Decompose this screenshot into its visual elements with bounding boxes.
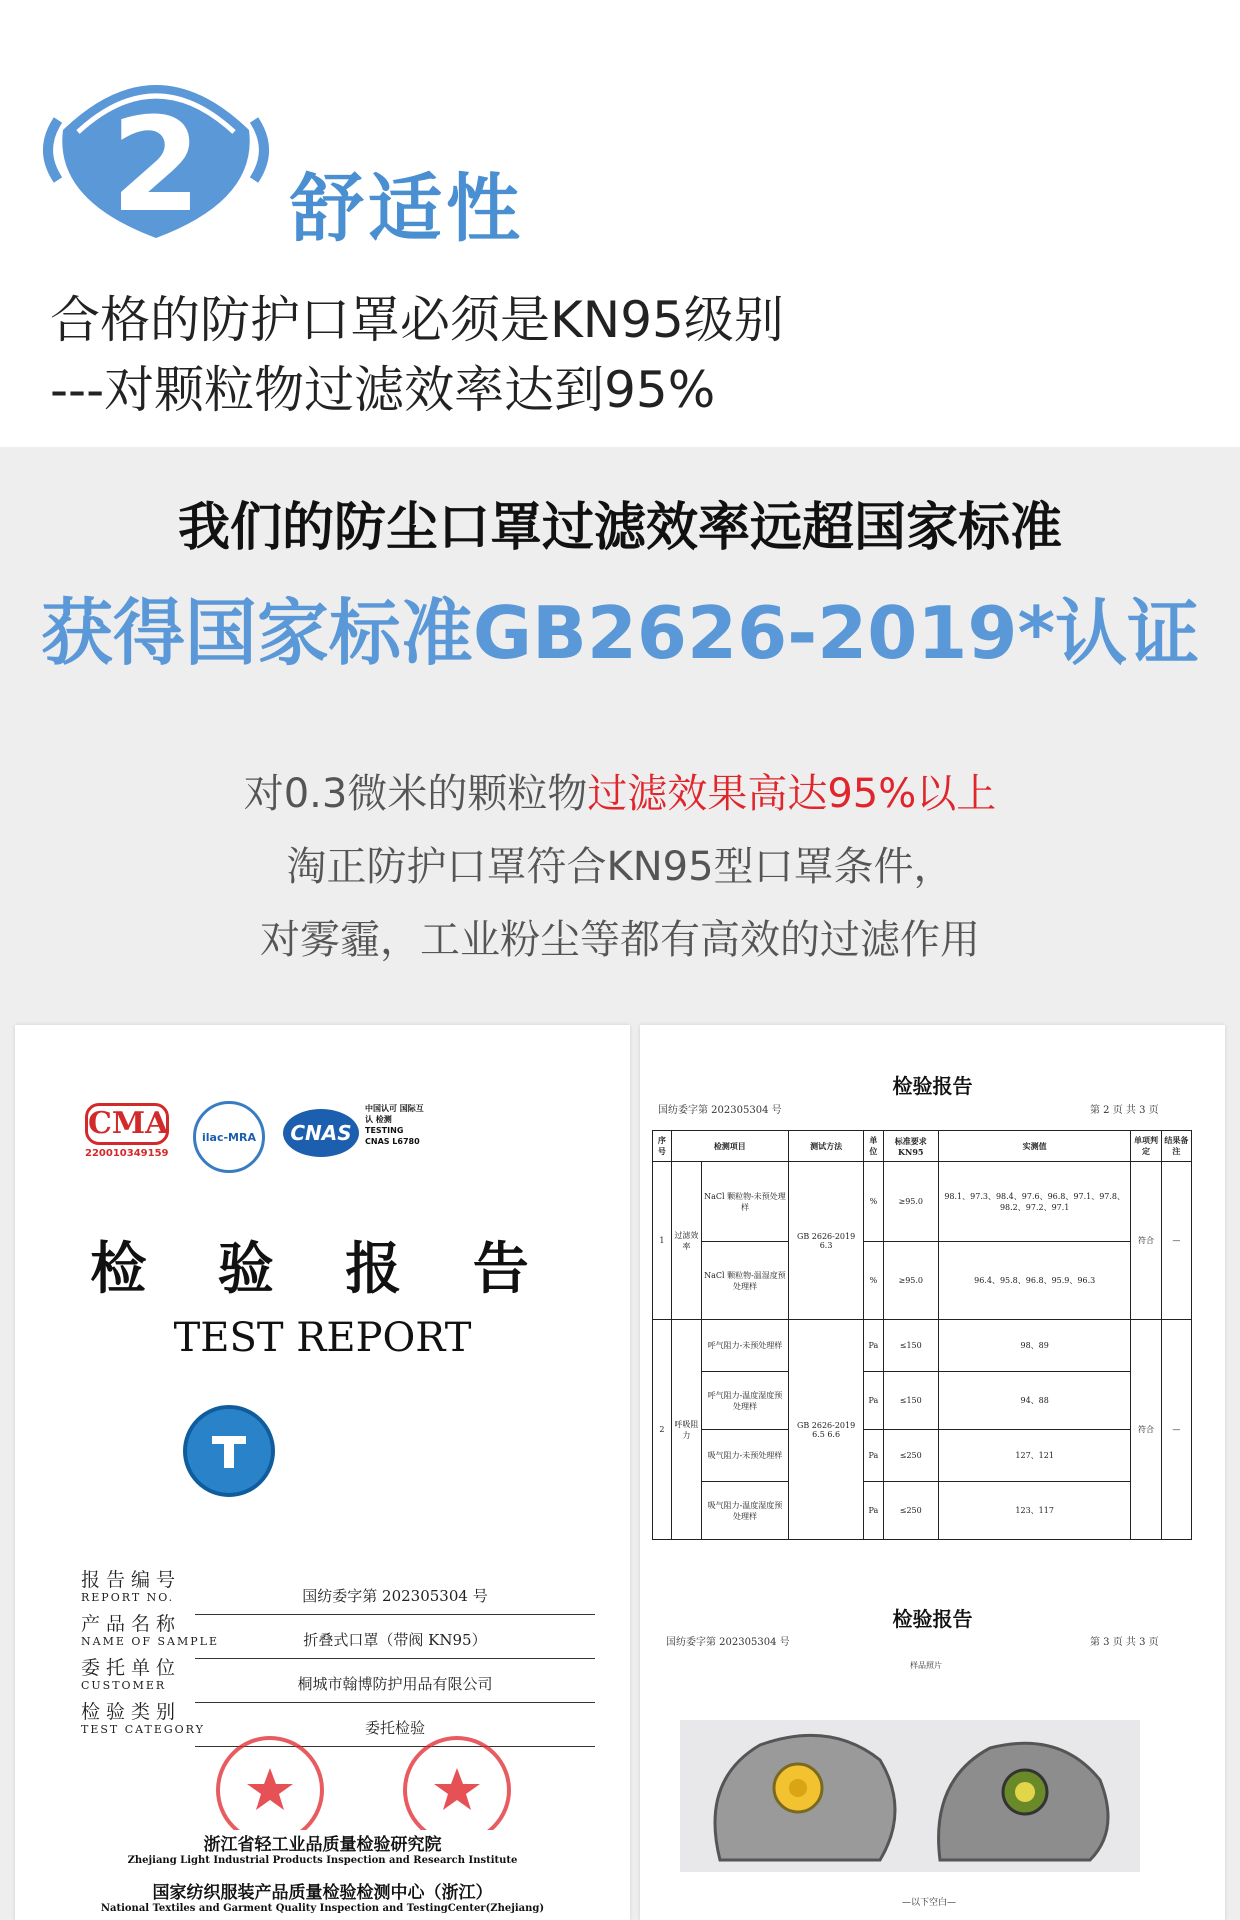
header-measured: 实测值 bbox=[938, 1131, 1130, 1162]
cma-logo bbox=[85, 1103, 169, 1159]
intro-line-1: 合格的防护口罩必须是KN95级别 bbox=[50, 291, 784, 349]
cell-item: 呼吸阻力 bbox=[671, 1320, 701, 1540]
inspection-stamp-icon bbox=[200, 1730, 340, 1830]
report-cover bbox=[15, 1025, 630, 1920]
header-requirement: 标准要求 KN95 bbox=[883, 1131, 938, 1162]
cell-no: 1 bbox=[653, 1162, 672, 1320]
comfort-section bbox=[0, 0, 1240, 447]
testing-center-name-en: National Textiles and Garment Quality Inspection and TestingCenter(Zhejiang) bbox=[100, 1903, 545, 1914]
emblem-mark-icon bbox=[204, 1426, 254, 1476]
header-no: 序号 bbox=[653, 1131, 672, 1162]
section-title: 舒适性 bbox=[290, 166, 524, 252]
testing-center-stamp-icon bbox=[387, 1730, 527, 1830]
cnas-side-label: 中国认可 国际互认 检测 bbox=[365, 1104, 424, 1124]
header-item: 检测项目 bbox=[671, 1131, 788, 1162]
cell-sub: NaCl 颗粒物-温湿度预处理样 bbox=[702, 1242, 789, 1320]
test-results-table bbox=[652, 1130, 1192, 1540]
cover-title-en: TEST REPORT bbox=[173, 1315, 472, 1361]
cell-req: ≤250 bbox=[883, 1482, 938, 1540]
cell-measured: 94、88 bbox=[938, 1372, 1130, 1430]
field-en-category: TEST CATEGORY bbox=[81, 1723, 205, 1736]
field-value-sample: 折叠式口罩（带阀 KN95） bbox=[195, 1629, 595, 1659]
cell-sub: 吸气阻力-未预处理样 bbox=[702, 1430, 789, 1482]
cell-req: ≥95.0 bbox=[883, 1242, 938, 1320]
cell-req: ≥95.0 bbox=[883, 1162, 938, 1242]
description-line-2: 淘正防护口罩符合KN95型口罩条件， bbox=[286, 844, 954, 890]
table-row bbox=[653, 1242, 1192, 1320]
cell-note: — bbox=[1161, 1320, 1191, 1540]
mask-photo-icon bbox=[680, 1720, 1140, 1872]
table-row bbox=[653, 1320, 1192, 1372]
sample-photo bbox=[680, 1720, 1140, 1872]
cell-method: GB 2626-2019 6.5 6.6 bbox=[788, 1320, 863, 1540]
table-header-row bbox=[653, 1131, 1192, 1162]
header-unit: 单位 bbox=[864, 1131, 883, 1162]
mask-number-badge-icon bbox=[38, 60, 274, 240]
field-en-report-no: REPORT NO. bbox=[81, 1591, 175, 1604]
cell-method: GB 2626-2019 6.3 bbox=[788, 1162, 863, 1320]
description-highlight: 过滤效果高达95%以上 bbox=[587, 771, 997, 817]
cnas-label: CNAS bbox=[290, 1121, 352, 1145]
cma-mark: CMA bbox=[85, 1103, 169, 1145]
cell-measured: 98、89 bbox=[938, 1320, 1130, 1372]
ilac-logo bbox=[193, 1101, 265, 1173]
report-end-note: —以下空白— bbox=[902, 1898, 957, 1908]
cell-unit: Pa bbox=[864, 1482, 883, 1540]
intro-line-2: ---对颗粒物过滤效率达到95% bbox=[50, 361, 716, 419]
description-line-1 bbox=[0, 762, 1240, 819]
cell-note: — bbox=[1161, 1162, 1191, 1320]
header-verdict: 单项判定 bbox=[1131, 1131, 1161, 1162]
field-label-report-no: 报告编号 bbox=[81, 1569, 182, 1591]
table-row bbox=[653, 1430, 1192, 1482]
cell-sub: 吸气阻力-温度湿度预处理样 bbox=[702, 1482, 789, 1540]
institute-emblem-icon bbox=[183, 1405, 275, 1497]
cover-title: 检 验 报 告 bbox=[90, 1236, 555, 1302]
cell-req: ≤250 bbox=[883, 1430, 938, 1482]
field-label-sample: 产品名称 bbox=[81, 1613, 182, 1635]
table-row bbox=[653, 1372, 1192, 1430]
cma-number: 220010349159 bbox=[85, 1148, 169, 1159]
cell-unit: Pa bbox=[864, 1320, 883, 1372]
report-page3-page: 第 3 页 共 3 页 bbox=[1090, 1637, 1159, 1648]
cell-no: 2 bbox=[653, 1320, 672, 1540]
cell-unit: Pa bbox=[864, 1372, 883, 1430]
report-page2-ref: 国纺委字第 202305304 号 bbox=[658, 1105, 782, 1116]
report-page2-page: 第 2 页 共 3 页 bbox=[1090, 1105, 1159, 1116]
cell-sub: 呼气阻力-未预处理样 bbox=[702, 1320, 789, 1372]
cell-sub: 呼气阻力-温度湿度预处理样 bbox=[702, 1372, 789, 1430]
cnas-logo bbox=[283, 1109, 359, 1157]
table-row bbox=[653, 1162, 1192, 1242]
cell-verdict: 符合 bbox=[1131, 1162, 1161, 1320]
cell-measured: 98.1、97.3、98.4、97.6、96.8、97.1、97.8、98.2、97.2、97.1 bbox=[938, 1162, 1130, 1242]
cell-unit: % bbox=[864, 1162, 883, 1242]
header-method: 测试方法 bbox=[788, 1131, 863, 1162]
certification-title: 获得国家标准GB2626-2019*认证 bbox=[40, 591, 1200, 675]
field-value-customer: 桐城市翰博防护用品有限公司 bbox=[195, 1673, 595, 1703]
cnas-side-text bbox=[365, 1103, 431, 1147]
testing-center-name: 国家纺织服装产品质量检验检测中心（浙江） bbox=[152, 1883, 493, 1903]
cell-req: ≤150 bbox=[883, 1320, 938, 1372]
cell-measured: 123、117 bbox=[938, 1482, 1130, 1540]
cnas-testing: TESTING bbox=[365, 1126, 404, 1135]
field-label-customer: 委托单位 bbox=[81, 1657, 182, 1679]
cnas-code: CNAS L6780 bbox=[365, 1137, 420, 1146]
description-line-3: 对雾霾，工业粉尘等都有高效的过滤作用 bbox=[260, 917, 980, 963]
section-number: 2 bbox=[110, 89, 202, 240]
report-page2-title: 检验报告 bbox=[892, 1074, 973, 1098]
report-page3-ref: 国纺委字第 202305304 号 bbox=[666, 1637, 790, 1648]
field-en-sample: NAME OF SAMPLE bbox=[81, 1635, 219, 1648]
institute-name-en: Zhejiang Light Industrial Products Inspection and Research Institute bbox=[127, 1855, 518, 1866]
photo-caption: 样品照片 bbox=[910, 1661, 942, 1670]
cell-req: ≤150 bbox=[883, 1372, 938, 1430]
cell-measured: 127、121 bbox=[938, 1430, 1130, 1482]
cell-sub: NaCl 颗粒物-未预处理样 bbox=[702, 1162, 789, 1242]
description-prefix: 对0.3微米的颗粒物 bbox=[243, 771, 588, 817]
report-pages bbox=[640, 1025, 1225, 1920]
cell-measured: 96.4、95.8、96.8、95.9、96.3 bbox=[938, 1242, 1130, 1320]
header-note: 结果备注 bbox=[1161, 1131, 1191, 1162]
field-value-category: 委托检验 bbox=[195, 1717, 595, 1747]
field-value-report-no: 国纺委字第 202305304 号 bbox=[195, 1585, 595, 1615]
field-label-category: 检验类别 bbox=[81, 1701, 182, 1723]
institute-name: 浙江省轻工业品质量检验研究院 bbox=[203, 1835, 442, 1855]
ilac-label: ilac-MRA bbox=[202, 1130, 256, 1144]
cell-unit: Pa bbox=[864, 1430, 883, 1482]
cell-unit: % bbox=[864, 1242, 883, 1320]
field-en-customer: CUSTOMER bbox=[81, 1679, 167, 1692]
cell-verdict: 符合 bbox=[1131, 1320, 1161, 1540]
headline: 我们的防尘口罩过滤效率远超国家标准 bbox=[177, 498, 1062, 558]
table-row bbox=[653, 1482, 1192, 1540]
cell-item: 过滤效率 bbox=[671, 1162, 701, 1320]
report-page3-title: 检验报告 bbox=[892, 1607, 973, 1631]
